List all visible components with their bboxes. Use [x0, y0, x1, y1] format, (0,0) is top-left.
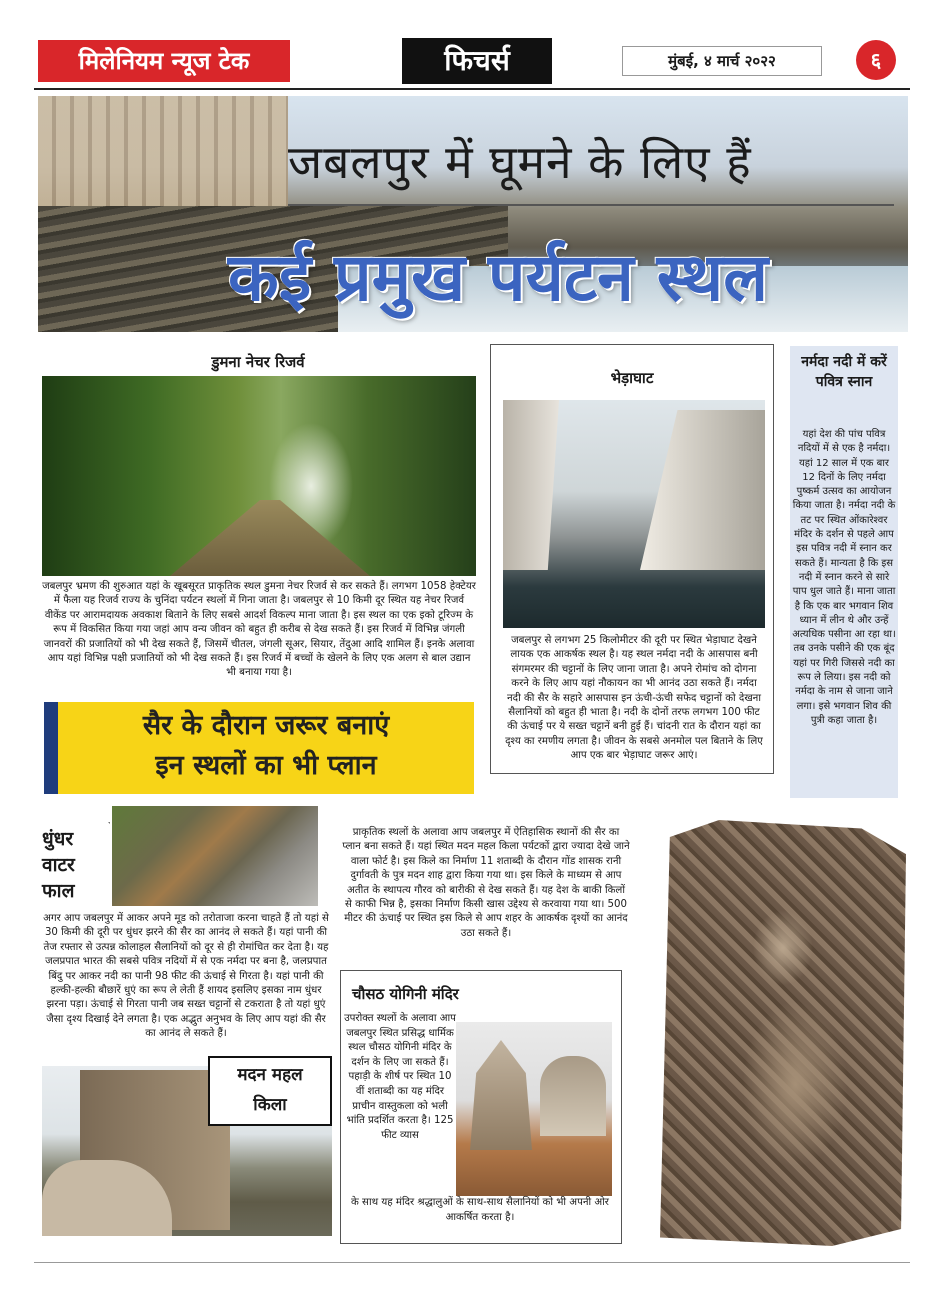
bhedaghat-body: जबलपुर से लगभग 25 किलोमीटर की दूरी पर स्थित भेड़ाघाट देखने लायक एक आकर्षक स्थल है। यह स्थल नर्मदा नदी के आसपास बनी संगमरमर की चट्टानों के लिए जाना जाता है। अपने रोमांच को दोगना करने के लिए आप यहां नौकायन का भी आनंद उठा सकते हैं। नर्मदा नदी की सैर के सहारे आसपास इन ऊंची-ऊंची सफेद चट्टानों को देखना सैलानियों को बहुत ही भाता है। नदी के दोनों तरफ लगभग 100 फीट की ऊंचाई पर ये सख्त चट्टानें बनी हुई हैं। चांदनी रात के दौरान यहां का दृश्य का रमणीय लगता है। जीवन के सबसे अनमोल पल बिताने के लिए आप एक बार भेड़ाघाट जरूर आएं। [505, 635, 763, 762]
headline-line1: जबलपुर में घूमने के लिए हैं [288, 135, 752, 189]
chausath-body-a: उपरोक्त स्थलों के अलावा आप जबलपुर स्थित प्रसिद्ध धार्मिक स्थल चौसठ योगिनी मंदिर के दर्शन के लिए जा सकते हैं। पहाड़ी के शीर्ष पर स्थित 10 वीं शताब्दी का यह मंदिर प्राचीन वास्तुकला को भली भांति प्रदर्शित करता है। 125 फीट व्यास [344, 1013, 456, 1141]
masthead-section: फिचर्स [402, 38, 552, 84]
madan-mahal-label-line1: मदन महल [237, 1065, 303, 1085]
plan-headline-line1: सैर के दौरान जरूर बनाएं [142, 710, 390, 741]
sculpture-photo [660, 820, 906, 1246]
masthead-brand: मिलेनियम न्यूज टेक [38, 40, 290, 82]
chausath-body-b: के साथ यह मंदिर श्रद्धालुओं के साथ-साथ सैलानियों को भी अपनी ओर आकर्षित करता है। [351, 1197, 609, 1223]
dhundhar-title: धुंधर वाटर फाल [42, 828, 75, 902]
madan-mahal-label [208, 1060, 332, 1120]
madan-mahal-label-line2: किला [253, 1095, 287, 1115]
chausath-title: चौसठ योगिनी मंदिर [352, 985, 459, 1003]
headline-rule [288, 204, 894, 206]
dhundhar-photo [110, 804, 320, 908]
plan-headline-line2: इन स्थलों का भी प्लान [155, 750, 377, 781]
history-body: प्राकृतिक स्थलों के अलावा आप जबलपुर में ऐतिहासिक स्थानों की सैर का प्लान बना सकते हैं। यहां स्थित मदन महल किला पर्यटकों द्वारा ज्यादा देखे जाने वाला फोर्ट है। इस किले का निर्माण 11 शताब्दी के दौरान गोंड शासक रानी दुर्गावती के पुत्र मदन शाह द्वारा किया गया था। इस किले के माध्यम से आप अतीत के स्थापत्य गौरव को बारीकी से देख सकते हैं। यह देश के बाकी किलों से काफी भिन्न है, इसका निर्माण किसी खास उद्देश्य से करवाया गया था। 500 मीटर की ऊंचाई पर स्थित इस किले से आप शहर के आकर्षक दृश्यों का आनंद उठा सकते हैं। [342, 827, 630, 939]
page-number: ६ [856, 40, 896, 80]
masthead-rule [34, 88, 910, 90]
dumna-title: डुमना नेचर रिजर्व [211, 353, 305, 371]
narmada-title: नर्मदा नदी में करें पवित्र स्नान [801, 354, 887, 390]
masthead-date: मुंबई, ४ मार्च २०२२ [622, 46, 822, 76]
narmada-body: यहां देश की पांच पवित्र नदियों में से एक है नर्मदा। यहां 12 साल में एक बार 12 दिनों के लिए नर्मदा पुष्कर्म उत्सव का आयोजन किया जाता है। नर्मदा नदी के तट पर स्थित ओंकारेश्वर मंदिर के दर्शन से पहले आप इस पवित्र नदी में स्नान कर सकते हैं। मान्यता है कि इस नदी में स्नान करने से सारे पाप धुल जाते हैं। माना जाता है कि एक बार भगवान शिव ध्यान में लीन थे और उन्हें अत्यधिक पसीना आ रहा था। तब उनके पसीने की एक बूंद यहां पर गिरी जिससे नदी का रूप ले लिया। इस नदी को नर्मदा के नाम से जाना जाने लगा। इसे भगवान शिव की पुत्री कहा जाता है। [792, 429, 896, 726]
dhundhar-body: अगर आप जबलपुर में आकर अपने मूड को तरोताजा करना चाहते हैं तो यहां से 30 किमी की दूरी पर धुंधर झरने की सैर का आनंद ले सकते हैं। यहां पानी की तेज रफ्तार से उत्पन्न कोलाहल सैलानियों को दूर से ही रोमांचित कर देता है। यह जलप्रपात भारत की सबसे पवित्र नदियों में से एक नर्मदा पर बना है, जलप्रपात बिंदु पर आकर नदी का पानी 98 फीट की ऊंचाई से गिरता है। यहां पानी की हल्की-हल्की बौछारें धुएं का रूप ले लेती हैं शायद इसलिए इसका नाम धुंधर झरना पड़ा। ऊंचाई से गिरता पानी जब सख्त चट्टानों से टकराता है तो यहां धुएं जैसा दृश्य दिखाई देने लगता है। एक अद्भुत अनुभव के लिए आप यहां की सैर का आनंद ले सकते हैं। [43, 913, 329, 1040]
headline-line2: कई प्रमुख पर्यटन स्थल [228, 239, 768, 316]
dumna-body: जबलपुर भ्रमण की शुरुआत यहां के खूबसूरत प्राकृतिक स्थल डुमना नेचर रिजर्व से कर सकते हैं। लगभग 1058 हेक्टेयर में फैला यह रिजर्व राज्य के चुनिंदा पर्यटन स्थलों में गिना जाता है। जबलपुर से 10 किमी दूर स्थित यह नेचर रिजर्व वीकेंड पर आरामदायक अवकाश बिताने के लिए सबसे आदर्श विकल्प माना जाता है। इस स्थल का एक इको टूरिज्म के रूप में विकसित किया गया जहां आप वन्य जीवन को बहुत ही करीब से देख सकते हैं। इस रिजर्व में विभिन्न जंगली जानवरों की प्रजातियों को भी देख सकते हैं, जिसमें चीतल, जंगली सूअर, सियार, तेंदुआ आदि शामिल हैं। इनके अलावा आप यहां विभिन्न पक्षी प्रजातियों को भी देख सकते हैं। इस रिजर्व में बच्चों के खेलने के लिए एक अलग से बाल उद्यान भी बनाया गया है। [42, 581, 476, 679]
plan-headline [62, 706, 470, 786]
bhedaghat-title: भेड़ाघाट [610, 369, 654, 387]
plan-headline-mark [44, 702, 58, 794]
bottom-rule [34, 1262, 910, 1263]
banner-fort-shape [38, 96, 288, 206]
chausath-pavilion-shape [540, 1056, 606, 1136]
